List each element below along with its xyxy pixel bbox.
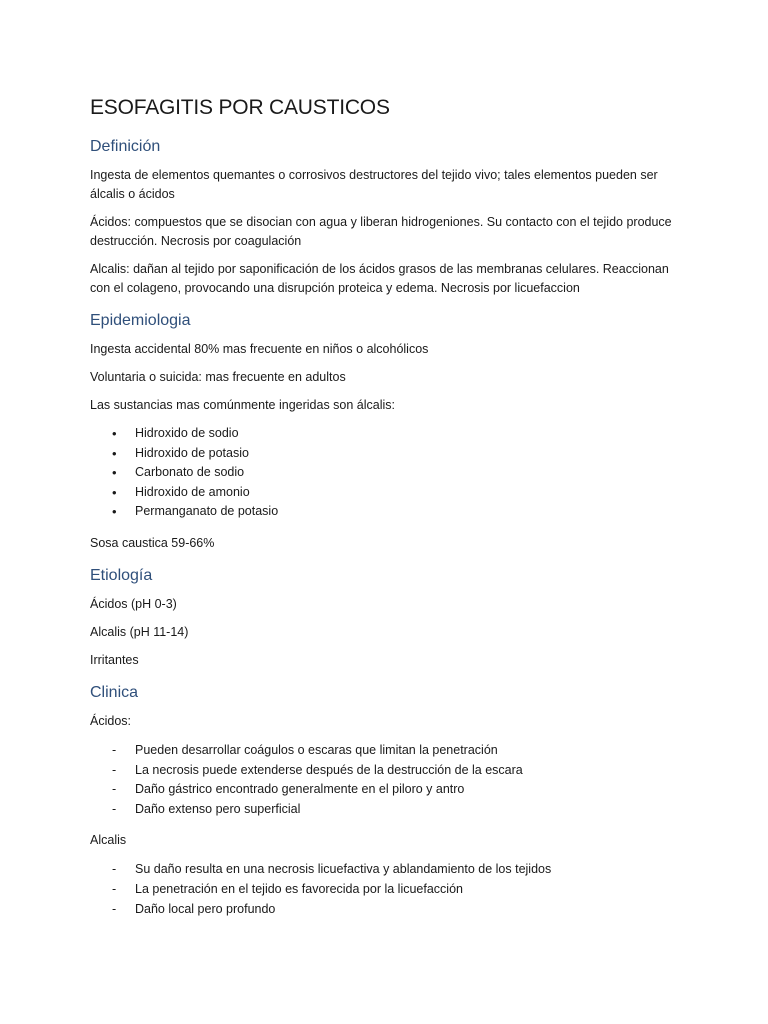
- dash-icon: -: [112, 782, 117, 797]
- list-item: [90, 463, 690, 483]
- list-item: [90, 860, 690, 880]
- list-item-text: La penetración en el tejido es favorecida por la licuefacción: [135, 881, 463, 896]
- dash-icon: -: [112, 801, 117, 816]
- list-item: [90, 483, 690, 503]
- document-title: ESOFAGITIS POR CAUSTICOS: [90, 96, 390, 119]
- dash-icon: -: [112, 901, 117, 916]
- bullet-icon: •: [112, 445, 117, 461]
- list-item-text: Hidroxido de sodio: [135, 426, 239, 440]
- section-clinica: [90, 682, 690, 919]
- paragraph-ingesta-accidental: Ingesta accidental 80% mas frecuente en niños o alcohólicos: [90, 342, 429, 356]
- section-epidemiologia: [90, 310, 690, 553]
- list-item: [90, 741, 690, 761]
- alcalis-list: [90, 860, 690, 919]
- section-etiologia: [90, 565, 690, 670]
- dash-icon: -: [112, 881, 117, 896]
- label-acidos: Ácidos:: [90, 713, 131, 728]
- bullet-icon: •: [112, 484, 117, 500]
- paragraph-acidos: Ácidos: compuestos que se disocian con agua y liberan hidrogeniones. Su contacto con el tejido produce destrucción. Necrosis por coagulación: [90, 215, 672, 248]
- list-item-text: Daño gástrico encontrado generalmente en el piloro y antro: [135, 782, 465, 797]
- list-item: [90, 780, 690, 800]
- dash-icon: -: [112, 862, 117, 877]
- list-item-text: Hidroxido de amonio: [135, 484, 250, 499]
- list-item: [90, 424, 690, 444]
- list-item-text: Daño extenso pero superficial: [135, 801, 301, 816]
- list-item: [90, 502, 690, 522]
- list-item: [90, 444, 690, 464]
- list-item: [90, 800, 690, 820]
- list-item-text: Pueden desarrollar coágulos o escaras que limitan la penetración: [135, 742, 498, 757]
- paragraph-sosa-caustica: Sosa caustica 59-66%: [90, 535, 215, 550]
- paragraph-alcalis-ph: Alcalis (pH 11-14): [90, 624, 189, 639]
- heading-definicion: Definición: [90, 138, 161, 155]
- paragraph-sustancias: Las sustancias mas comúnmente ingeridas son álcalis:: [90, 398, 396, 412]
- paragraph-definicion: Ingesta de elementos quemantes o corrosivos destructores del tejido vivo; tales elementos pueden ser álcalis o ácidos: [90, 168, 658, 201]
- document-page: [90, 94, 690, 927]
- dash-icon: -: [112, 762, 117, 777]
- list-item: [90, 900, 690, 920]
- list-item-text: Permanganato de potasio: [135, 504, 279, 519]
- list-item-text: La necrosis puede extenderse después de la destrucción de la escara: [135, 762, 523, 777]
- list-item: [90, 761, 690, 781]
- bullet-icon: •: [112, 426, 117, 441]
- heading-clinica: Clinica: [90, 683, 139, 701]
- list-item-text: Su daño resulta en una necrosis licuefactiva y ablandamiento de los tejidos: [135, 862, 552, 877]
- paragraph-alcalis: Alcalis: dañan al tejido por saponificación de los ácidos grasos de las membranas celulares. Reaccionan con el colageno, provocando una disrupción proteica y edema. Necrosis por licuefaccion: [90, 262, 669, 295]
- dash-icon: -: [112, 742, 117, 757]
- list-item: [90, 880, 690, 900]
- paragraph-voluntaria: Voluntaria o suicida: mas frecuente en adultos: [90, 370, 346, 384]
- acidos-list: [90, 741, 690, 819]
- list-item-text: Daño local pero profundo: [135, 901, 276, 916]
- alkali-list: [90, 424, 690, 522]
- heading-epidemiologia: Epidemiologia: [90, 312, 191, 329]
- paragraph-irritantes: Irritantes: [90, 652, 139, 667]
- label-alcalis: Alcalis: [90, 833, 127, 848]
- paragraph-acidos-ph: Ácidos (pH 0-3): [90, 596, 177, 611]
- list-item-text: Hidroxido de potasio: [135, 445, 249, 460]
- bullet-icon: •: [112, 465, 117, 481]
- list-item-text: Carbonato de sodio: [135, 465, 245, 480]
- bullet-icon: •: [112, 504, 117, 520]
- heading-etiologia: Etiología: [90, 566, 153, 584]
- section-definicion: [90, 136, 690, 298]
